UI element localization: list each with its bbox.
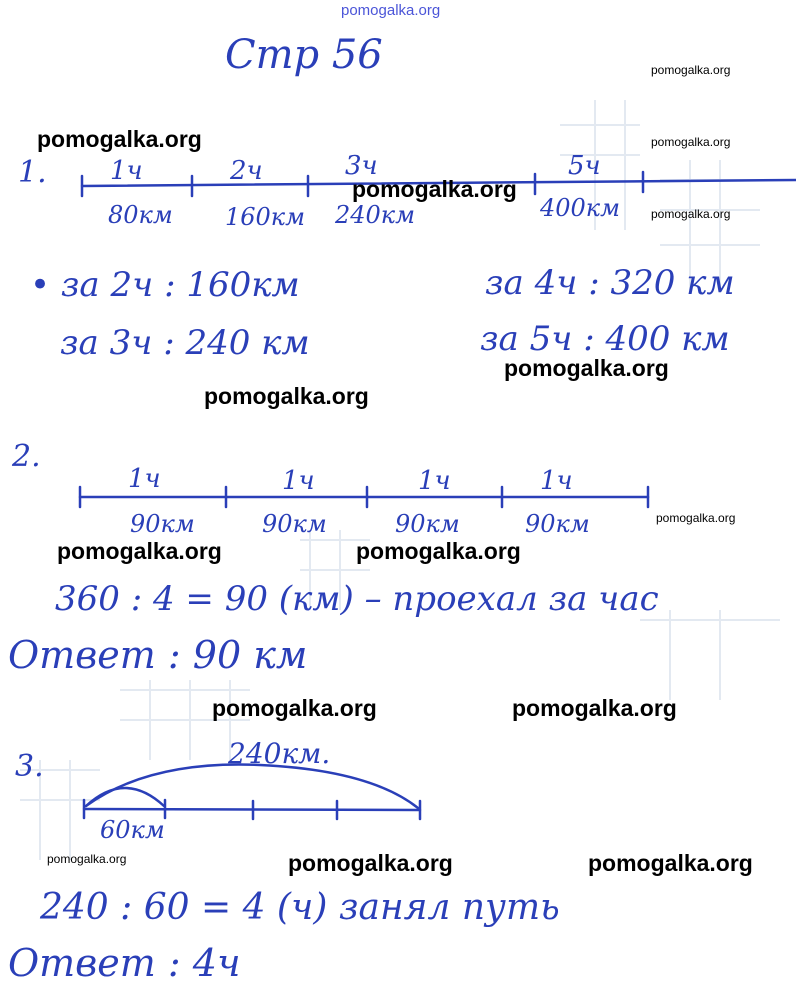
watermark: pomogalka.org xyxy=(288,850,453,876)
watermark: pomogalka.org xyxy=(588,850,753,876)
page-label: Стр 56 xyxy=(225,32,383,78)
t2-top-3: 1ч xyxy=(418,466,451,496)
t2-bottom-2: 90км xyxy=(262,510,327,538)
watermark: pomogalka.org xyxy=(651,207,731,221)
t3-arc-label: 240км. xyxy=(228,737,331,770)
task3-number: 3. xyxy=(15,749,44,784)
t2-equation: 360 : 4 = 90 (км) – проехал за час xyxy=(55,579,659,619)
t3-segment-label: 60км xyxy=(100,816,165,844)
t2-answer: Ответ : 90 км xyxy=(8,633,308,677)
t2-bottom-3: 90км xyxy=(395,510,460,538)
t1-line-r2: за 5ч : 400 км xyxy=(480,319,730,359)
t3-answer: Ответ : 4ч xyxy=(8,941,241,985)
watermark: pomogalka.org xyxy=(204,383,369,409)
t1-top-4: 5ч xyxy=(568,151,601,181)
task1-number: 1. xyxy=(18,155,47,190)
t1-bottom-3: 240км xyxy=(335,201,416,229)
t2-top-2: 1ч xyxy=(282,466,315,496)
watermark: pomogalka.org xyxy=(352,176,517,202)
t2-bottom-1: 90км xyxy=(130,510,195,538)
t1-line-r1: за 4ч : 320 км xyxy=(485,263,735,303)
watermark: pomogalka.org xyxy=(47,852,127,866)
watermark: pomogalka.org xyxy=(656,511,736,525)
watermark: pomogalka.org xyxy=(37,126,202,152)
task2-number: 2. xyxy=(12,439,41,474)
t3-equation: 240 : 60 = 4 (ч) занял путь xyxy=(40,887,560,928)
t1-top-1: 1ч xyxy=(110,156,143,186)
site-link[interactable]: pomogalka.org xyxy=(341,2,441,19)
watermark: pomogalka.org xyxy=(212,695,377,721)
t1-top-2: 2ч xyxy=(230,156,263,186)
watermark: pomogalka.org xyxy=(356,538,521,564)
watermark: pomogalka.org xyxy=(651,63,731,77)
watermark: pomogalka.org xyxy=(651,135,731,149)
watermark: pomogalka.org xyxy=(512,695,677,721)
t2-bottom-4: 90км xyxy=(525,510,590,538)
t2-top-1: 1ч xyxy=(128,464,161,494)
t1-line-l1: • за 2ч : 160км xyxy=(30,265,300,305)
watermark: pomogalka.org xyxy=(504,355,669,381)
t1-line-l2: за 3ч : 240 км xyxy=(60,323,310,363)
t2-top-4: 1ч xyxy=(540,466,573,496)
t1-bottom-1: 80км xyxy=(108,201,173,229)
t1-bottom-4: 400км xyxy=(540,194,621,222)
t1-bottom-2: 160км xyxy=(225,203,306,231)
t1-top-3: 3ч xyxy=(345,151,378,181)
watermark: pomogalka.org xyxy=(57,538,222,564)
